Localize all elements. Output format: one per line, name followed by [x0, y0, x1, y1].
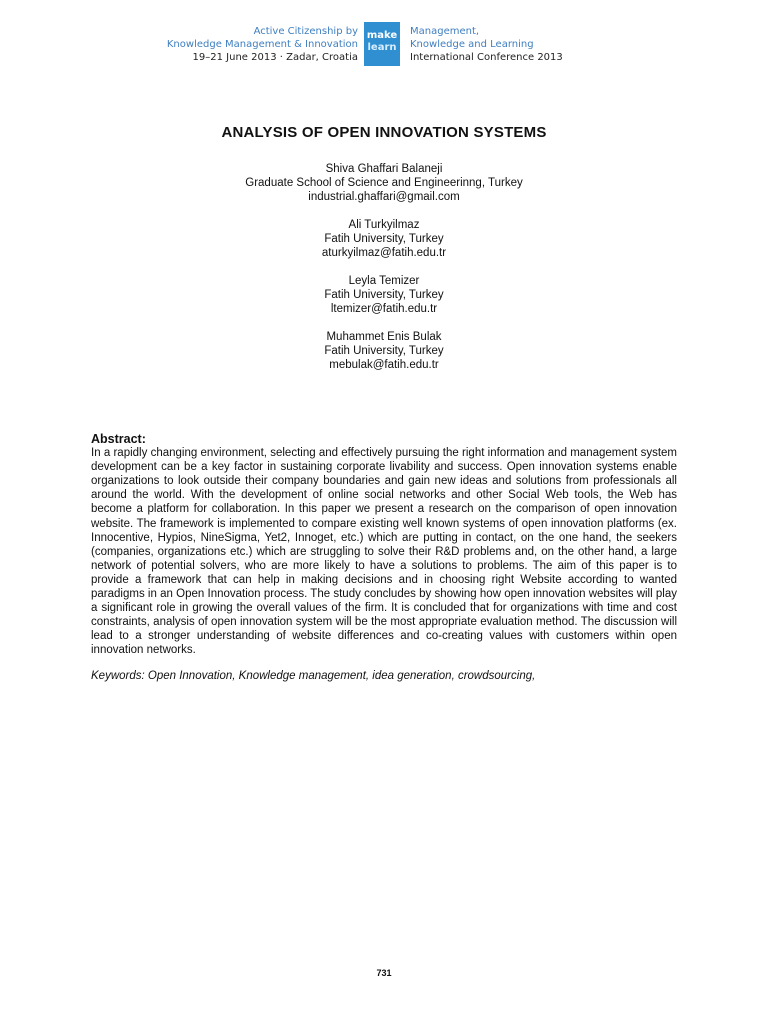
abstract-text: In a rapidly changing environment, selecting and effectively pursuing the right information and management system development can be a key factor in sustaining corporate livability and success. Open innovation systems enable organizations to look outside their company boundaries and gain new ideas and solutions from professionals all around the world. With the development of online social networks and other Social Web tools, the Web has become a platform for collaboration. In this paper we present a research on the comparison of open innovation website. The framework is implemented to compare existing well known systems of open innovation platforms (ex. Innocentive, Hypios, NineSigma, Yet2, Innoget, etc.) which are putting in contact, on the one hand, the seekers (companies, organizations etc.) which are struggling to solve their R&D problems and, on the other hand, a large network of potential solvers, who are more likely to have a solutions to problems. The aim of this paper is to provide a framework that can help in making decisions and in choosing right Website according to wanted paradigms in an Open Innovation process. The study concludes by showing how open innovation websites will play a significant role in growing the overall values of the firm. It is concluded that for organizations with time and cost constraints, analysis of open innovation system will be the most appropriate evaluation method. The discussion will lead to a stronger understanding of website differences and co-creating values with customers within open innovation networks. — [91, 447, 677, 657]
conference-name-2: Knowledge and Learning — [410, 39, 534, 50]
author-name: Shiva Ghaffari Balaneji — [325, 163, 443, 175]
abstract-section — [91, 432, 677, 694]
conference-header — [0, 22, 768, 74]
author-affiliation: Graduate School of Science and Engineerinng, Turkey — [245, 177, 523, 189]
abstract-heading: Abstract: — [91, 432, 146, 446]
author-email: mebulak@fatih.edu.tr — [329, 359, 439, 371]
paper-title: ANALYSIS OF OPEN INNOVATION SYSTEMS — [221, 124, 547, 141]
keywords: Keywords: Open Innovation, Knowledge management, idea generation, crowdsourcing, — [91, 669, 536, 682]
conference-tagline-1: Active Citizenship by — [253, 26, 358, 37]
logo-text-top: make — [366, 30, 398, 41]
author-affiliation: Fatih University, Turkey — [324, 289, 444, 301]
make-learn-logo — [364, 22, 400, 66]
author-affiliation: Fatih University, Turkey — [324, 233, 444, 245]
author-name: Ali Turkyilmaz — [348, 219, 420, 231]
author-name: Leyla Temizer — [348, 275, 420, 287]
author-block — [0, 162, 768, 204]
page-number: 731 — [376, 968, 392, 978]
author-email: industrial.ghaffari@gmail.com — [308, 191, 460, 203]
author-block — [0, 218, 768, 260]
author-list — [0, 162, 768, 386]
author-block — [0, 330, 768, 372]
author-email: aturkyilmaz@fatih.edu.tr — [321, 247, 447, 259]
conference-name-3: International Conference 2013 — [410, 52, 563, 63]
conference-header-left — [167, 25, 358, 64]
author-block — [0, 274, 768, 316]
conference-date-location: 19–21 June 2013 · Zadar, Croatia — [192, 52, 358, 63]
author-name: Muhammet Enis Bulak — [326, 331, 442, 343]
author-affiliation: Fatih University, Turkey — [324, 345, 444, 357]
conference-name-1: Management, — [410, 26, 480, 37]
conference-tagline-2: Knowledge Management & Innovation — [166, 39, 358, 50]
author-email: ltemizer@fatih.edu.tr — [330, 303, 438, 315]
conference-header-right — [410, 25, 563, 64]
logo-text-bottom: learn — [367, 42, 397, 53]
